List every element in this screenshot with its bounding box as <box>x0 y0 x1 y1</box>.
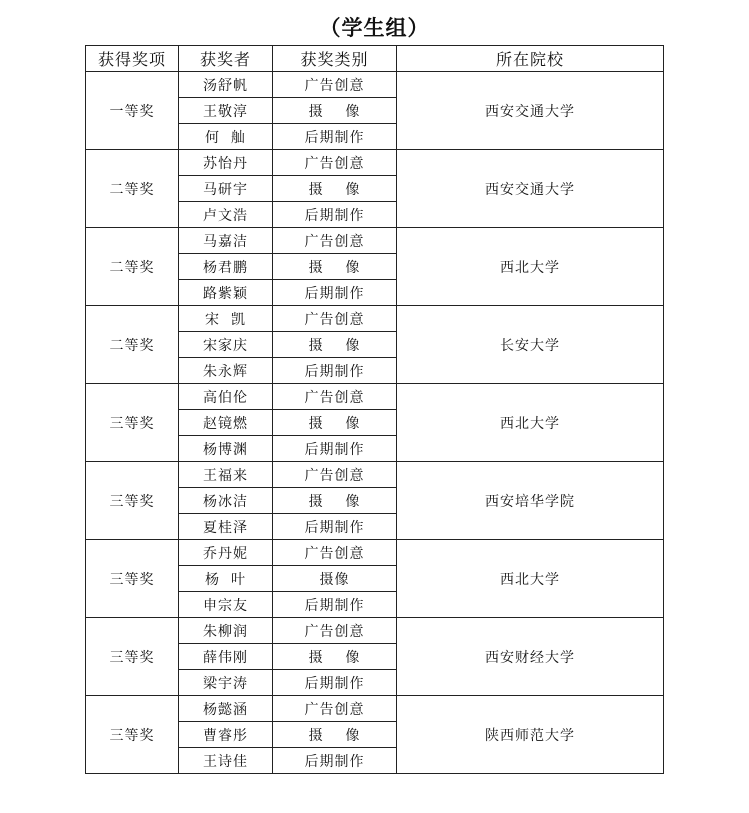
award-category-cell: 摄 像 <box>273 332 397 358</box>
award-category-cell: 后期制作 <box>273 670 397 696</box>
award-level-cell: 三等奖 <box>86 384 179 462</box>
award-category-cell: 后期制作 <box>273 124 397 150</box>
award-category-cell: 摄 像 <box>273 410 397 436</box>
table-row <box>86 72 664 98</box>
awards-table-body <box>86 72 664 774</box>
winner-name-cell: 汤舒帆 <box>179 72 273 98</box>
award-category-cell: 广告创意 <box>273 462 397 488</box>
award-category-cell: 摄像 <box>273 566 397 592</box>
winner-name-cell: 杨君鹏 <box>179 254 273 280</box>
winner-name-cell: 杨 叶 <box>179 566 273 592</box>
winner-name-cell: 梁宇涛 <box>179 670 273 696</box>
school-cell: 西北大学 <box>397 540 664 618</box>
award-category-cell: 广告创意 <box>273 540 397 566</box>
award-category-cell: 广告创意 <box>273 696 397 722</box>
award-level-cell: 三等奖 <box>86 696 179 774</box>
winner-name-cell: 何 舢 <box>179 124 273 150</box>
school-cell: 西安交通大学 <box>397 72 664 150</box>
winner-name-cell: 杨冰洁 <box>179 488 273 514</box>
award-category-cell: 广告创意 <box>273 228 397 254</box>
school-cell: 西北大学 <box>397 228 664 306</box>
winner-name-cell: 高伯伦 <box>179 384 273 410</box>
winner-name-cell: 薛伟刚 <box>179 644 273 670</box>
winner-name-cell: 宋 凯 <box>179 306 273 332</box>
school-cell: 陕西师范大学 <box>397 696 664 774</box>
award-category-cell: 后期制作 <box>273 436 397 462</box>
winner-name-cell: 申宗友 <box>179 592 273 618</box>
winner-name-cell: 杨博渊 <box>179 436 273 462</box>
winner-name-cell: 夏桂泽 <box>179 514 273 540</box>
winner-name-cell: 王诗佳 <box>179 748 273 774</box>
school-cell: 西安交通大学 <box>397 150 664 228</box>
award-category-cell: 后期制作 <box>273 514 397 540</box>
header-category: 获奖类别 <box>273 46 397 72</box>
winner-name-cell: 马研宇 <box>179 176 273 202</box>
awards-table <box>85 45 664 774</box>
table-row <box>86 306 664 332</box>
winner-name-cell: 王敬淳 <box>179 98 273 124</box>
table-row <box>86 462 664 488</box>
winner-name-cell: 朱柳润 <box>179 618 273 644</box>
award-category-cell: 广告创意 <box>273 150 397 176</box>
header-award: 获得奖项 <box>86 46 179 72</box>
award-level-cell: 三等奖 <box>86 462 179 540</box>
award-level-cell: 二等奖 <box>86 150 179 228</box>
award-category-cell: 摄 像 <box>273 488 397 514</box>
award-category-cell: 广告创意 <box>273 618 397 644</box>
award-category-cell: 广告创意 <box>273 384 397 410</box>
winner-name-cell: 路紫颖 <box>179 280 273 306</box>
award-category-cell: 后期制作 <box>273 358 397 384</box>
table-row <box>86 384 664 410</box>
school-cell: 西安培华学院 <box>397 462 664 540</box>
table-row <box>86 540 664 566</box>
winner-name-cell: 苏怡丹 <box>179 150 273 176</box>
award-level-cell: 二等奖 <box>86 228 179 306</box>
award-level-cell: 三等奖 <box>86 540 179 618</box>
page-title: （学生组） <box>319 16 430 40</box>
winner-name-cell: 马嘉洁 <box>179 228 273 254</box>
winner-name-cell: 卢文浩 <box>179 202 273 228</box>
winner-name-cell: 赵镜燃 <box>179 410 273 436</box>
award-category-cell: 后期制作 <box>273 280 397 306</box>
winner-name-cell: 杨懿涵 <box>179 696 273 722</box>
table-row <box>86 150 664 176</box>
school-cell: 西安财经大学 <box>397 618 664 696</box>
award-category-cell: 摄 像 <box>273 722 397 748</box>
header-winner: 获奖者 <box>179 46 273 72</box>
award-category-cell: 摄 像 <box>273 644 397 670</box>
school-cell: 长安大学 <box>397 306 664 384</box>
winner-name-cell: 宋家庆 <box>179 332 273 358</box>
award-category-cell: 后期制作 <box>273 202 397 228</box>
winner-name-cell: 曹睿彤 <box>179 722 273 748</box>
award-level-cell: 二等奖 <box>86 306 179 384</box>
award-category-cell: 摄 像 <box>273 254 397 280</box>
school-cell: 西北大学 <box>397 384 664 462</box>
award-category-cell: 摄 像 <box>273 176 397 202</box>
table-row <box>86 696 664 722</box>
award-level-cell: 三等奖 <box>86 618 179 696</box>
winner-name-cell: 乔丹妮 <box>179 540 273 566</box>
award-category-cell: 广告创意 <box>273 306 397 332</box>
table-row <box>86 618 664 644</box>
table-header-row <box>86 46 664 72</box>
table-row <box>86 228 664 254</box>
award-category-cell: 后期制作 <box>273 592 397 618</box>
header-school: 所在院校 <box>397 46 664 72</box>
award-category-cell: 摄 像 <box>273 98 397 124</box>
award-category-cell: 广告创意 <box>273 72 397 98</box>
winner-name-cell: 朱永辉 <box>179 358 273 384</box>
award-category-cell: 后期制作 <box>273 748 397 774</box>
winner-name-cell: 王福来 <box>179 462 273 488</box>
award-level-cell: 一等奖 <box>86 72 179 150</box>
